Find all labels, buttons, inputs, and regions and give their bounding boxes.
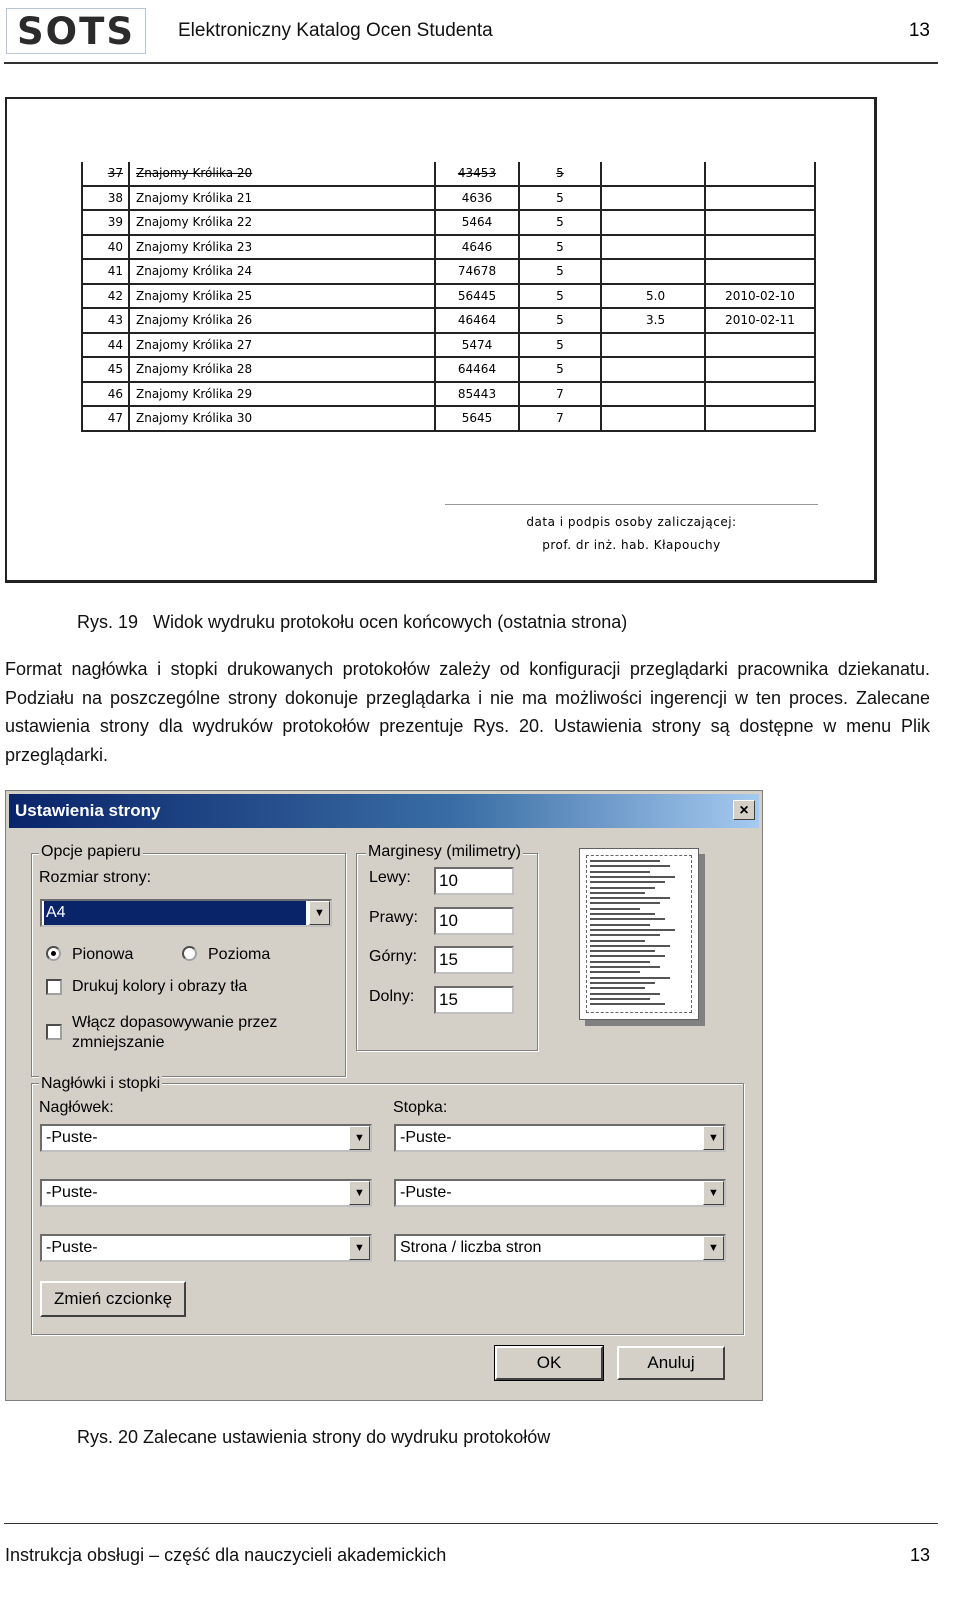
row-number: 42 <box>107 288 123 303</box>
shrink-to-fit-checkbox[interactable] <box>46 1024 62 1040</box>
student-name: Znajomy Królika 30 <box>136 411 253 426</box>
table-row <box>82 210 815 235</box>
grade: 5 <box>556 239 564 254</box>
grade: 5 <box>556 288 564 303</box>
student-index-cell <box>435 333 519 358</box>
student-name-cell <box>129 357 435 382</box>
student-index-cell <box>435 308 519 333</box>
student-name: Znajomy Królika 24 <box>136 264 253 279</box>
shrink-to-fit-label-line1: Włącz dopasowywanie przez <box>72 1014 278 1031</box>
thumbnail-text-line <box>590 955 665 957</box>
student-name: Znajomy Królika 23 <box>136 239 253 254</box>
header-rule <box>4 62 938 64</box>
footer-select-1[interactable]: -Puste- ▼ <box>394 1124 726 1152</box>
bottom-margin-input[interactable]: 15 <box>434 986 514 1014</box>
grade-cell <box>519 357 601 382</box>
final-grade-cell <box>601 382 705 407</box>
thumbnail-text-line <box>590 913 655 915</box>
footer-rule <box>4 1523 938 1524</box>
figure-19-caption: Rys. 19 Widok wydruku protokołu ocen końcowych (ostatnia strona) <box>77 612 628 632</box>
student-name-cell <box>129 186 435 211</box>
student-name: Znajomy Królika 27 <box>136 337 253 352</box>
landscape-radio[interactable] <box>182 946 197 961</box>
student-name: Znajomy Królika 21 <box>136 190 253 205</box>
grade-cell <box>519 406 601 431</box>
chevron-down-icon[interactable]: ▼ <box>349 1126 370 1150</box>
final-grade-cell <box>601 308 705 333</box>
final-grade-cell <box>601 210 705 235</box>
thumbnail-text-line <box>590 892 645 894</box>
footer-select-2[interactable]: -Puste- ▼ <box>394 1179 726 1207</box>
final-grade-cell <box>601 259 705 284</box>
row-number-cell <box>82 357 129 382</box>
dialog-title: Ustawienia strony <box>15 801 161 820</box>
student-name-cell <box>129 382 435 407</box>
row-number: 39 <box>107 215 123 230</box>
row-number: 38 <box>107 190 123 205</box>
row-number-cell <box>82 382 129 407</box>
row-number: 47 <box>107 411 123 426</box>
thumbnail-text-line <box>590 908 640 910</box>
student-index-cell <box>435 259 519 284</box>
grade-cell <box>519 308 601 333</box>
ok-button[interactable]: OK <box>495 1346 603 1380</box>
student-name-cell <box>129 259 435 284</box>
student-name-cell <box>129 162 435 186</box>
student-index-cell <box>435 186 519 211</box>
thumbnail-text-line <box>590 865 670 867</box>
page-number-top: 13 <box>908 20 930 41</box>
table-row <box>82 162 815 186</box>
grade-date-cell <box>705 162 815 186</box>
grade-date-cell <box>705 284 815 309</box>
row-number: 43 <box>107 313 123 328</box>
student-index-cell <box>435 382 519 407</box>
shrink-to-fit-label-line2: zmniejszanie <box>72 1034 165 1051</box>
table-row <box>82 308 815 333</box>
row-number-cell <box>82 186 129 211</box>
grade-cell <box>519 382 601 407</box>
student-index: 5464 <box>461 215 493 230</box>
student-index-cell <box>435 235 519 260</box>
grade-cell <box>519 162 601 186</box>
cancel-button[interactable]: Anuluj <box>617 1346 725 1380</box>
student-name: Znajomy Królika 28 <box>136 362 253 377</box>
grade-cell <box>519 210 601 235</box>
footer-select-3[interactable]: Strona / liczba stron ▼ <box>394 1234 726 1262</box>
portrait-label: Pionowa <box>72 946 134 963</box>
final-grade: 3.5 <box>646 313 666 328</box>
header-select-2[interactable]: -Puste- ▼ <box>40 1179 372 1207</box>
student-index: 85443 <box>457 386 497 401</box>
print-preview-figure <box>5 97 877 583</box>
dialog-titlebar[interactable] <box>9 794 759 828</box>
student-name-cell <box>129 235 435 260</box>
grade: 7 <box>556 411 564 426</box>
grade-cell <box>519 186 601 211</box>
student-index: 4646 <box>461 239 493 254</box>
table-row <box>82 284 815 309</box>
thumbnail-text-line <box>590 971 640 973</box>
student-name-cell <box>129 308 435 333</box>
final-grade-cell <box>601 284 705 309</box>
student-name: Znajomy Królika 29 <box>136 386 253 401</box>
student-name-cell <box>129 284 435 309</box>
thumbnail-text-line <box>590 929 675 931</box>
grade-cell <box>519 333 601 358</box>
table-row <box>82 235 815 260</box>
row-number-cell <box>82 259 129 284</box>
row-number-cell <box>82 235 129 260</box>
final-grade: 5.0 <box>646 288 666 303</box>
grade: 5 <box>556 362 564 377</box>
thumbnail-text-line <box>590 871 650 873</box>
student-index: 74678 <box>457 264 497 279</box>
student-name-cell <box>129 333 435 358</box>
row-number: 46 <box>107 386 123 401</box>
thumbnail-text-line <box>590 897 670 899</box>
thumbnail-text-line <box>590 966 660 968</box>
student-name: Znajomy Królika 25 <box>136 288 253 303</box>
left-margin-label: Lewy: <box>369 869 411 886</box>
grade-date-cell <box>705 259 815 284</box>
grade-date: 2010-02-11 <box>725 313 795 328</box>
chevron-down-icon[interactable]: ▼ <box>309 901 330 925</box>
thumbnail-text-line <box>590 982 655 984</box>
grade-date-cell <box>705 406 815 431</box>
thumbnail-text-line <box>590 1003 665 1005</box>
document-title: Elektroniczny Katalog Ocen Studenta <box>178 20 493 41</box>
row-number-cell <box>82 308 129 333</box>
student-name-cell <box>129 406 435 431</box>
final-grade-cell <box>601 406 705 431</box>
thumbnail-text-line <box>590 876 675 878</box>
final-grade-cell <box>601 333 705 358</box>
page-setup-dialog <box>5 790 763 1401</box>
page-size-select[interactable]: A4 ▼ <box>40 899 332 927</box>
footer-label: Stopka: <box>393 1099 448 1116</box>
page-size-label: Rozmiar strony: <box>39 869 152 886</box>
grade-cell <box>519 235 601 260</box>
row-number-cell <box>82 284 129 309</box>
header-label: Nagłówek: <box>39 1099 114 1116</box>
final-grade-cell <box>601 357 705 382</box>
row-number: 37 <box>107 166 123 181</box>
thumbnail-margin-outline <box>586 855 692 1013</box>
grade: 5 <box>556 264 564 279</box>
student-index-cell <box>435 210 519 235</box>
grade-date-cell <box>705 308 815 333</box>
student-index-cell <box>435 284 519 309</box>
change-font-button[interactable]: Zmień czcionkę <box>40 1281 186 1317</box>
grade: 5 <box>556 166 564 181</box>
signature-line <box>445 504 818 505</box>
portrait-radio[interactable] <box>46 946 61 961</box>
student-name-cell <box>129 210 435 235</box>
bottom-margin-label: Dolny: <box>369 988 415 1005</box>
table-row <box>82 357 815 382</box>
grade-date-cell <box>705 186 815 211</box>
print-background-checkbox[interactable] <box>46 979 62 995</box>
student-index: 46464 <box>457 313 497 328</box>
header-select-3[interactable]: -Puste- ▼ <box>40 1234 372 1262</box>
thumbnail-text-line <box>590 961 650 963</box>
chevron-down-icon[interactable]: ▼ <box>349 1181 370 1205</box>
thumbnail-text-line <box>590 918 665 920</box>
sots-logo: SOTS <box>6 8 146 54</box>
thumbnail-text-line <box>590 950 655 952</box>
margins-label: Marginesy (milimetry) <box>368 843 521 860</box>
body-paragraph: Format nagłówka i stopki drukowanych protokołów zależy od konfiguracji przeglądarki pracownika dziekanatu. Podziału na poszczególne strony dokonuje przeglądarka i nie ma możliwości ingerencji w ten proces. Zalecane ustawienia strony dla wydruków protokołów prezentuje Rys. 20. Ustawienia strony są dostępne w menu Plik przeglądarki. <box>5 659 930 765</box>
landscape-label: Pozioma <box>208 946 271 963</box>
right-margin-input[interactable]: 10 <box>434 907 514 935</box>
grades-table <box>81 162 816 432</box>
table-row <box>82 259 815 284</box>
thumbnail-text-line <box>590 998 650 1000</box>
left-margin-input[interactable]: 10 <box>434 867 514 895</box>
top-margin-input[interactable]: 15 <box>434 946 514 974</box>
row-number-cell <box>82 162 129 186</box>
table-row <box>82 406 815 431</box>
thumbnail-text-line <box>590 940 645 942</box>
thumbnail-text-line <box>590 987 645 989</box>
header-select-1[interactable]: -Puste- ▼ <box>40 1124 372 1152</box>
top-margin-label: Górny: <box>369 948 418 965</box>
final-grade-cell <box>601 235 705 260</box>
table-row <box>82 382 815 407</box>
close-button[interactable]: × <box>733 800 755 820</box>
student-index: 43453 <box>457 166 497 181</box>
right-margin-label: Prawy: <box>369 909 418 926</box>
table-row <box>82 186 815 211</box>
grade: 5 <box>556 313 564 328</box>
thumbnail-text-line <box>590 887 655 889</box>
row-number: 40 <box>107 239 123 254</box>
signature-caption: data i podpis osoby zaliczającej: <box>526 515 737 529</box>
row-number: 45 <box>107 362 123 377</box>
grade: 5 <box>556 215 564 230</box>
student-index: 5474 <box>461 337 493 352</box>
student-index: 56445 <box>457 288 497 303</box>
headers-footers-label: Nagłówki i stopki <box>41 1075 161 1092</box>
student-name: Znajomy Królika 26 <box>136 313 253 328</box>
grade-date: 2010-02-10 <box>725 288 795 303</box>
thumbnail-text-line <box>590 934 660 936</box>
student-index-cell <box>435 162 519 186</box>
chevron-down-icon[interactable]: ▼ <box>703 1236 724 1260</box>
student-index-cell <box>435 357 519 382</box>
thumbnail-text-line <box>590 977 670 979</box>
row-number-cell <box>82 210 129 235</box>
paper-options-label: Opcje papieru <box>41 843 141 860</box>
print-background-label: Drukuj kolory i obrazy tła <box>72 978 248 995</box>
grade-date-cell <box>705 210 815 235</box>
grade-date-cell <box>705 382 815 407</box>
grade-date-cell <box>705 235 815 260</box>
chevron-down-icon[interactable]: ▼ <box>703 1181 724 1205</box>
thumbnail-text-line <box>590 902 660 904</box>
footer-text: Instrukcja obsługi – część dla nauczycieli akademickich <box>5 1545 447 1565</box>
thumbnail-text-line <box>590 993 660 995</box>
row-number-cell <box>82 406 129 431</box>
signature-name: prof. dr inż. hab. Kłapouchy <box>542 538 721 552</box>
grade: 5 <box>556 190 564 205</box>
grade-date-cell <box>705 333 815 358</box>
student-index: 64464 <box>457 362 497 377</box>
final-grade-cell <box>601 162 705 186</box>
chevron-down-icon[interactable]: ▼ <box>349 1236 370 1260</box>
grade: 5 <box>556 337 564 352</box>
grade-date-cell <box>705 357 815 382</box>
thumbnail-text-line <box>590 945 670 947</box>
thumbnail-text-line <box>590 924 650 926</box>
student-index: 4636 <box>461 190 493 205</box>
chevron-down-icon[interactable]: ▼ <box>703 1126 724 1150</box>
grade: 7 <box>556 386 564 401</box>
student-index: 5645 <box>461 411 493 426</box>
table-row <box>82 333 815 358</box>
thumbnail-text-line <box>590 881 665 883</box>
thumbnail-text-line <box>590 860 660 862</box>
page-number-bottom: 13 <box>909 1545 930 1565</box>
student-name: Znajomy Królika 20 <box>136 166 253 181</box>
final-grade-cell <box>601 186 705 211</box>
row-number: 41 <box>107 264 123 279</box>
page-preview-thumbnail <box>579 848 699 1020</box>
grade-cell <box>519 259 601 284</box>
student-index-cell <box>435 406 519 431</box>
row-number: 44 <box>107 337 123 352</box>
figure-20-caption: Rys. 20 Zalecane ustawienia strony do wydruku protokołów <box>77 1427 551 1447</box>
grade-cell <box>519 284 601 309</box>
row-number-cell <box>82 333 129 358</box>
student-name: Znajomy Królika 22 <box>136 215 253 230</box>
